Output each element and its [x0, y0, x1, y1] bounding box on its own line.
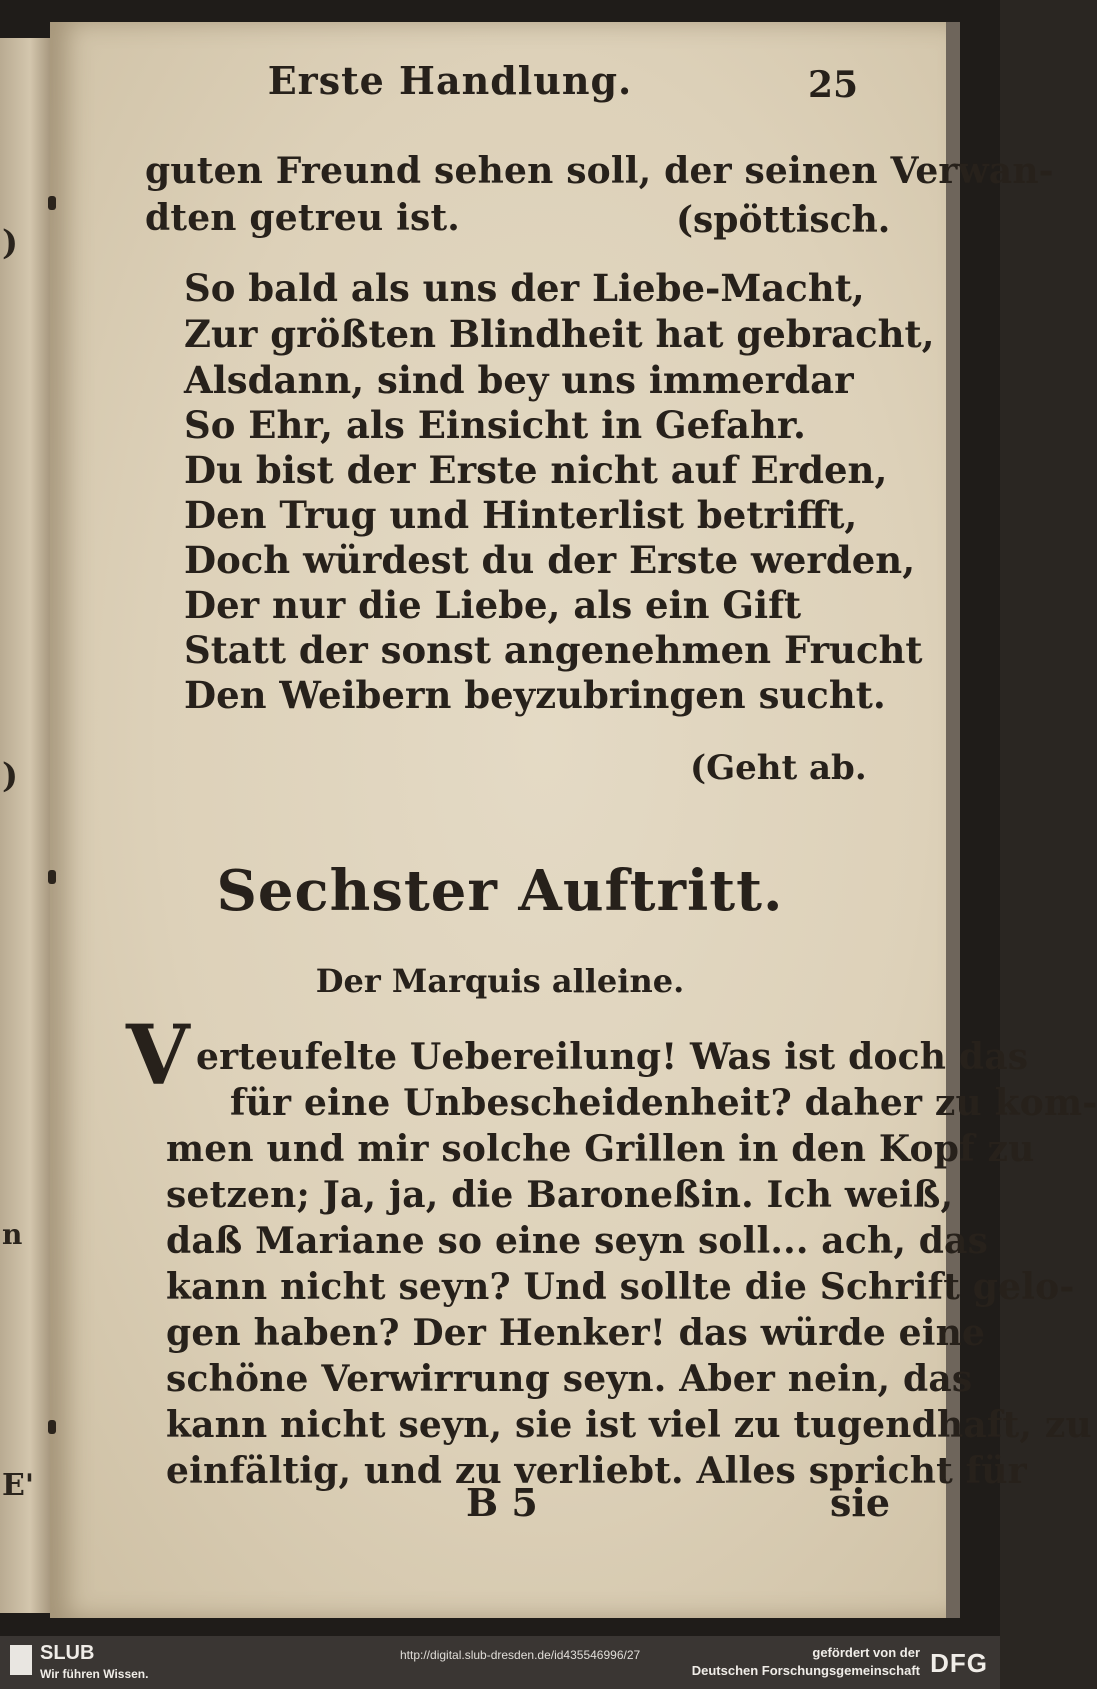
- dfg-logo: DFG: [930, 1648, 988, 1678]
- slub-logo-name: SLUB: [40, 1642, 95, 1664]
- text-line: setzen; Ja, ja, die Baroneßin. Ich weiß,: [166, 1174, 954, 1216]
- verse-line: Statt der sonst angenehmen Frucht: [184, 628, 923, 672]
- page-number: 25: [808, 64, 859, 106]
- text-line: schöne Verwirrung seyn. Aber nein, das: [166, 1358, 973, 1400]
- verse-line: Du bist der Erste nicht auf Erden,: [184, 448, 888, 492]
- stage-direction: (spöttisch.: [676, 199, 891, 241]
- text-line: gen haben? Der Henker! das würde eine: [166, 1312, 986, 1354]
- verse-line: So bald als uns der Liebe-Macht,: [184, 266, 865, 310]
- funding-line-2: Deutschen Forschungsgemeinschaft: [691, 1663, 920, 1678]
- scene-subtitle: Der Marquis alleine.: [315, 962, 685, 1000]
- verse-line: Doch würdest du der Erste werden,: [184, 538, 916, 582]
- text-line: dten getreu ist.: [145, 197, 461, 239]
- text-line: men und mir solche Grillen in den Kopf zu: [166, 1128, 1035, 1170]
- verse-line: So Ehr, als Einsicht in Gefahr.: [184, 403, 806, 447]
- catchword: sie: [830, 1480, 891, 1525]
- verse-line: Der nur die Liebe, als ein Gift: [184, 583, 802, 627]
- facing-page-fragment: E': [2, 1468, 35, 1503]
- footer-bar: [0, 1636, 1000, 1689]
- slub-tagline: Wir führen Wissen.: [40, 1667, 149, 1681]
- stage-direction: (Geht ab.: [690, 748, 867, 788]
- text-line: für eine Unbescheidenheit? daher zu kom-: [230, 1082, 1097, 1124]
- facing-page-edge: [0, 38, 50, 1613]
- text-line: daß Mariane so eine seyn soll... ach, das: [166, 1220, 989, 1262]
- signature-mark: B 5: [466, 1480, 538, 1525]
- funding-line-1: gefördert von der: [812, 1645, 920, 1660]
- facing-page-fragment: n: [2, 1218, 23, 1251]
- running-head: Erste Handlung.: [267, 58, 633, 103]
- verse-line: Zur größten Blindheit hat gebracht,: [184, 312, 935, 356]
- text-line: guten Freund sehen soll, der seinen Verwan-: [145, 150, 1054, 192]
- text-line: erteufelte Uebereilung! Was ist doch das: [196, 1036, 1029, 1078]
- source-url[interactable]: http://digital.slub-dresden.de/id435546996/27: [400, 1648, 641, 1662]
- verse-line: Den Trug und Hinterlist betrifft,: [184, 493, 858, 537]
- text-line: kann nicht seyn? Und sollte die Schrift gelo-: [166, 1266, 1075, 1308]
- verse-line: Alsdann, sind bey uns immerdar: [184, 358, 854, 402]
- facing-page-fragment: ): [2, 223, 19, 263]
- binding-mark: [48, 196, 56, 210]
- text-line: kann nicht seyn, sie ist viel zu tugendhaft, zu: [166, 1404, 1092, 1446]
- verse-line: Den Weibern beyzubringen sucht.: [184, 673, 886, 717]
- slub-logo-icon: [10, 1645, 32, 1675]
- drop-cap: V: [126, 1008, 190, 1104]
- scene-title: Sechster Auftritt.: [216, 858, 784, 924]
- facing-page-fragment: ): [2, 756, 19, 796]
- binding-mark: [48, 1420, 56, 1434]
- text-line: einfältig, und zu verliebt. Alles spricht für: [166, 1450, 1027, 1492]
